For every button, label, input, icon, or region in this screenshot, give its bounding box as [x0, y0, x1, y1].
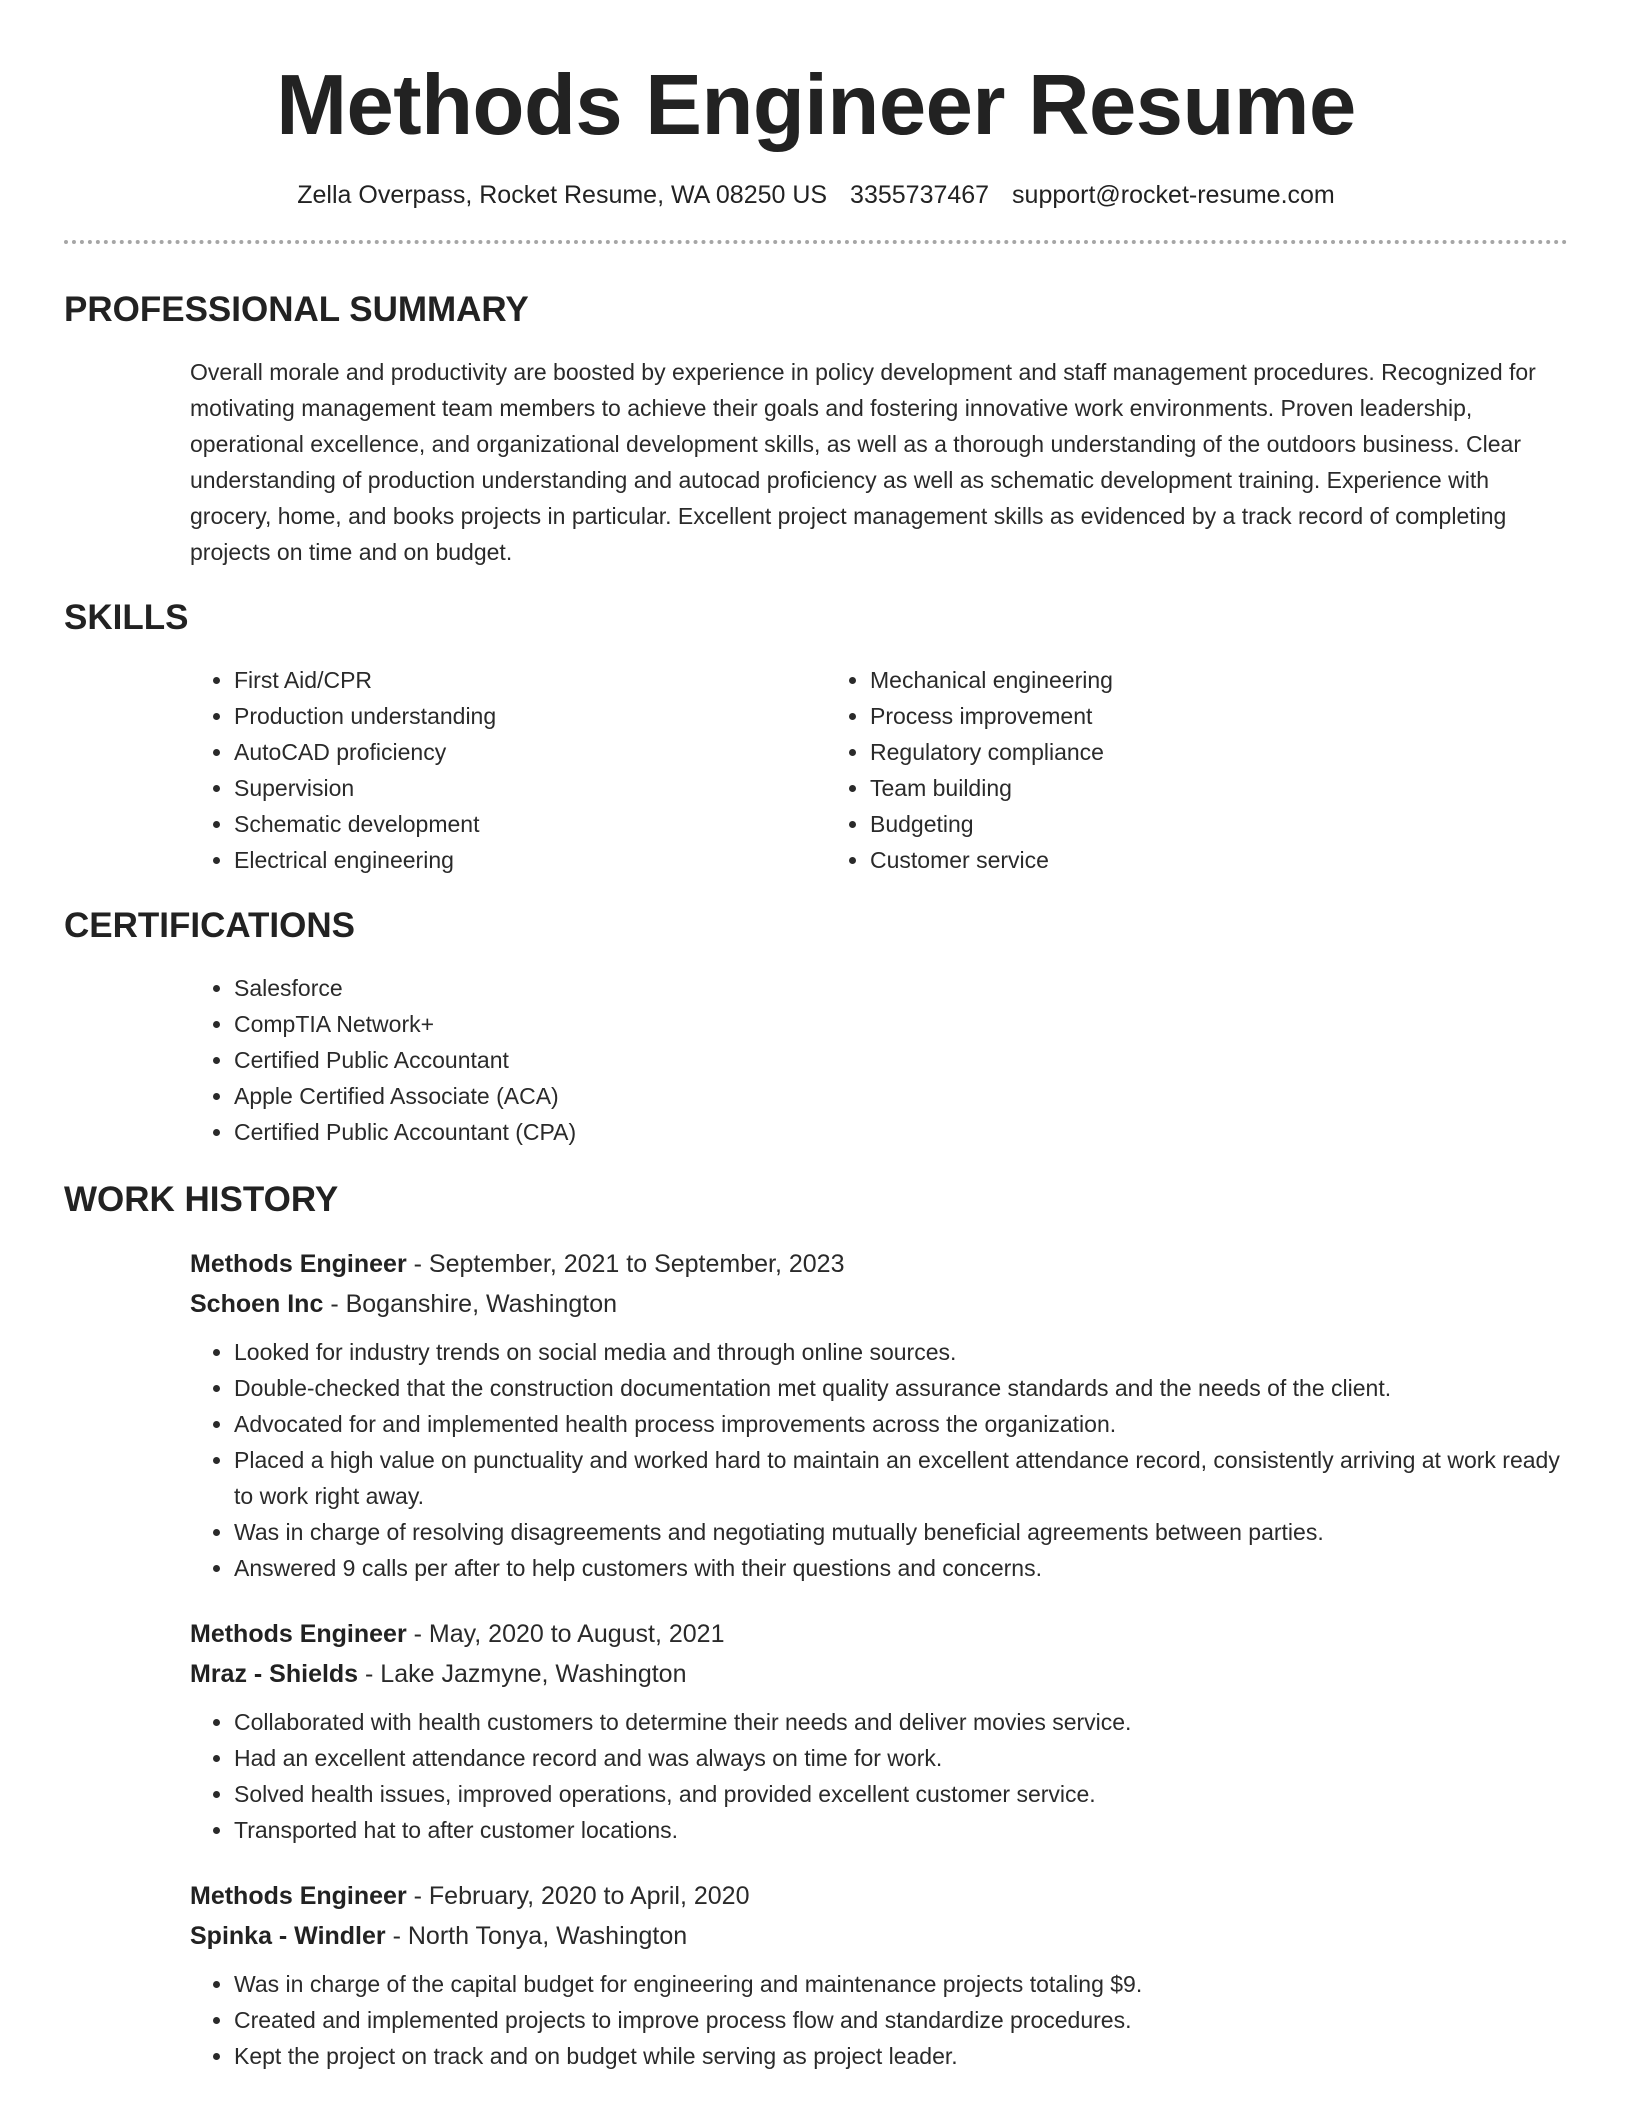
- job-company: Mraz - Shields: [190, 1660, 359, 1688]
- skills-list: [190, 662, 1568, 878]
- skill-item: • Customer service: [870, 842, 1462, 878]
- skill-item: • First Aid/CPR: [234, 662, 826, 698]
- job-bullet: • Looked for industry trends on social media and through online sources.: [234, 1334, 1568, 1370]
- contact-email: support@rocket-resume.com: [1012, 181, 1335, 209]
- job-bullet: • Advocated for and implemented health process improvements across the organization.: [234, 1406, 1568, 1442]
- job-location: - Lake Jazmyne, Washington: [358, 1660, 687, 1688]
- skill-item: • Supervision: [234, 770, 826, 806]
- job-company: Schoen Inc: [190, 1290, 324, 1318]
- page-title: Methods Engineer Resume: [276, 58, 1356, 153]
- job-bullet: • Placed a high value on punctuality and worked hard to maintain an excellent attendance record, consistently arriving at work ready to work right away.: [234, 1442, 1568, 1514]
- certification-item: • Apple Certified Associate (ACA): [234, 1078, 1568, 1114]
- certifications-heading: CERTIFICATIONS: [64, 906, 356, 945]
- job-bullet: • Collaborated with health customers to determine their needs and deliver movies service.: [234, 1704, 1568, 1740]
- job-role: Methods Engineer: [190, 1620, 407, 1648]
- job-title-line: [190, 1876, 1568, 1916]
- job-bullets: [190, 1966, 1568, 2074]
- job-company-line: [190, 1916, 1568, 1956]
- skill-item: • Team building: [870, 770, 1462, 806]
- certification-item: • CompTIA Network+: [234, 1006, 1568, 1042]
- job-bullet: • Kept the project on track and on budget while serving as project leader.: [234, 2038, 1568, 2074]
- skill-item: • Process improvement: [870, 698, 1462, 734]
- certifications-list: [190, 970, 1568, 1150]
- job-dates: - September, 2021 to September, 2023: [406, 1250, 845, 1278]
- skill-item: • Production understanding: [234, 698, 826, 734]
- job-bullet: • Had an excellent attendance record and was always on time for work.: [234, 1740, 1568, 1776]
- summary-heading: PROFESSIONAL SUMMARY: [64, 290, 529, 329]
- job-entry: [190, 1876, 1568, 2074]
- job-role: Methods Engineer: [190, 1882, 407, 1910]
- job-location: - Boganshire, Washington: [323, 1290, 618, 1318]
- skills-column-left: [190, 662, 826, 878]
- skill-item: • Electrical engineering: [234, 842, 826, 878]
- job-bullet: • Transported hat to after customer locations.: [234, 1812, 1568, 1848]
- job-dates: - May, 2020 to August, 2021: [406, 1620, 725, 1648]
- header-divider: [64, 240, 1568, 244]
- job-company-line: [190, 1284, 1568, 1324]
- skill-item: • Mechanical engineering: [870, 662, 1462, 698]
- job-bullet: • Created and implemented projects to improve process flow and standardize procedures.: [234, 2002, 1568, 2038]
- certification-item: • Salesforce: [234, 970, 1568, 1006]
- work-history-heading: WORK HISTORY: [64, 1180, 339, 1219]
- certification-item: • Certified Public Accountant (CPA): [234, 1114, 1568, 1150]
- job-bullets: [190, 1334, 1568, 1586]
- contact-phone: 3355737467: [850, 181, 990, 209]
- job-bullet: • Solved health issues, improved operations, and provided excellent customer service.: [234, 1776, 1568, 1812]
- job-role: Methods Engineer: [190, 1250, 407, 1278]
- skill-item: • Budgeting: [870, 806, 1462, 842]
- job-bullets: [190, 1704, 1568, 1848]
- skill-item: • Schematic development: [234, 806, 826, 842]
- job-entry: [190, 1614, 1568, 1848]
- job-company-line: [190, 1654, 1568, 1694]
- skill-item: • Regulatory compliance: [870, 734, 1462, 770]
- job-dates: - February, 2020 to April, 2020: [406, 1882, 750, 1910]
- job-entry: [190, 1244, 1568, 1586]
- job-company: Spinka - Windler: [190, 1922, 386, 1950]
- job-title-line: [190, 1244, 1568, 1284]
- certification-item: • Certified Public Accountant: [234, 1042, 1568, 1078]
- job-bullet: • Double-checked that the construction documentation met quality assurance standards and the needs of the client.: [234, 1370, 1568, 1406]
- summary-text: Overall morale and productivity are boosted by experience in policy development and staff management procedures. Recognized for motivating management team members to achieve their goals and fostering innovative work environments. Proven leadership, operational excellence, and organizational development skills, as well as a thorough understanding of the outdoors business. Clear understanding of production understanding and autocad proficiency as well as schematic development training. Experience with grocery, home, and books projects in particular. Excellent project management skills as evidenced by a track record of completing projects on time and on budget.: [190, 359, 1536, 565]
- job-location: - North Tonya, Washington: [385, 1922, 688, 1950]
- job-title-line: [190, 1614, 1568, 1654]
- job-bullet: • Was in charge of the capital budget for engineering and maintenance projects totaling $9.: [234, 1966, 1568, 2002]
- contact-line: [64, 178, 1568, 212]
- contact-address: Zella Overpass, Rocket Resume, WA 08250 US: [297, 181, 828, 209]
- job-bullet: • Answered 9 calls per after to help customers with their questions and concerns.: [234, 1550, 1568, 1586]
- skill-item: • AutoCAD proficiency: [234, 734, 826, 770]
- job-bullet: • Was in charge of resolving disagreements and negotiating mutually beneficial agreements between parties.: [234, 1514, 1568, 1550]
- skills-column-right: [826, 662, 1462, 878]
- skills-heading: SKILLS: [64, 598, 189, 637]
